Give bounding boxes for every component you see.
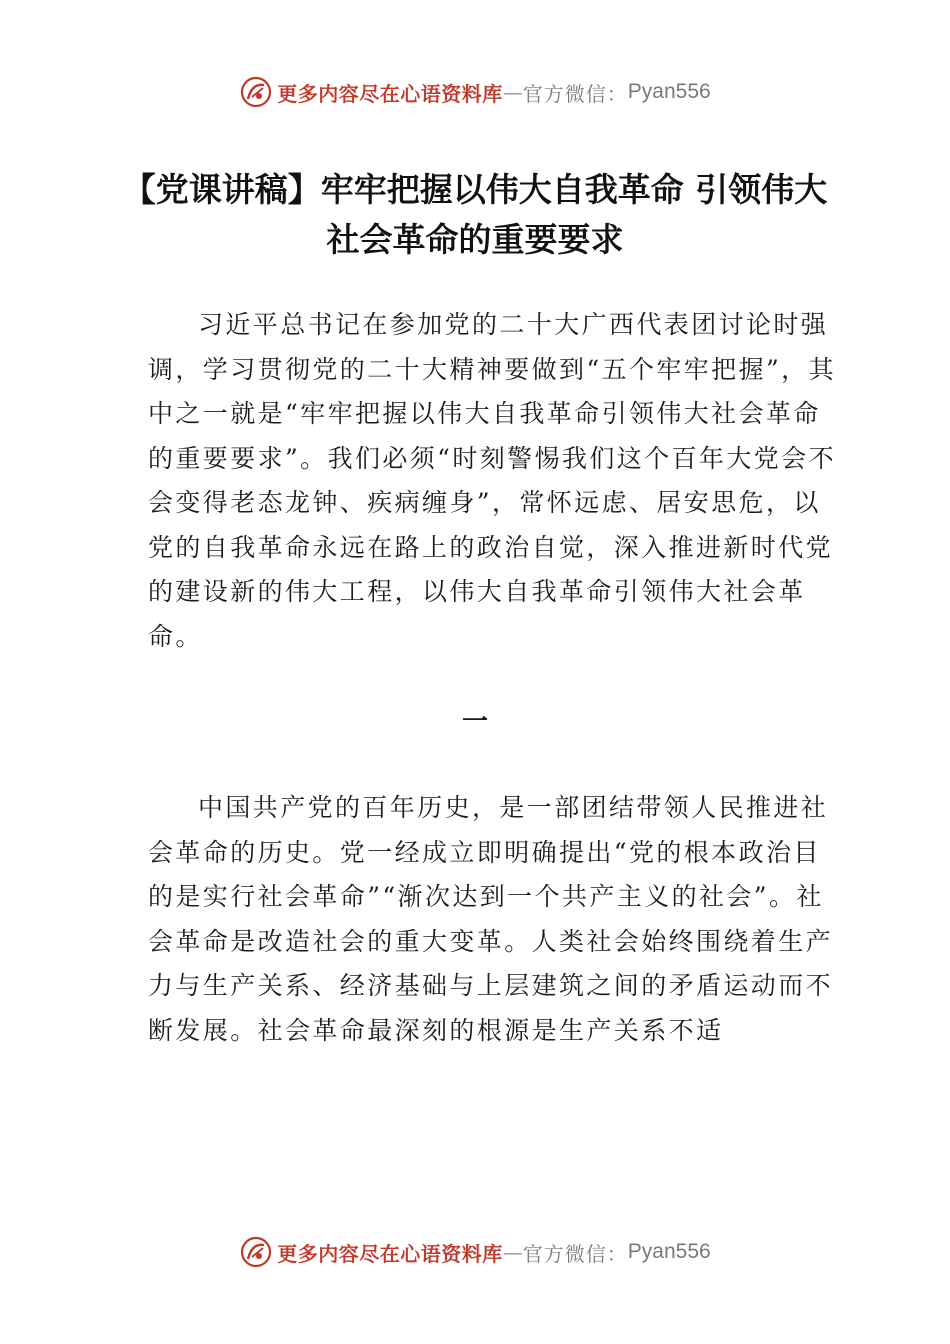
section-heading: 一	[461, 707, 488, 737]
logo-icon	[239, 75, 273, 109]
banner-wechat-label: 官方微信：	[522, 81, 628, 106]
document-title: 【党课讲稿】牢牢把握以伟大自我革命 引领伟大社会革命的重要要求	[122, 170, 828, 259]
banner-wechat-id: Pyan556	[627, 1240, 711, 1263]
logo-icon	[239, 1235, 273, 1269]
banner-wechat-label: 官方微信：	[522, 1241, 628, 1266]
banner-dash: —	[502, 1240, 523, 1264]
banner-site-name: 更多内容尽在心语资料库	[277, 1241, 503, 1266]
banner-wechat-id: Pyan556	[627, 80, 711, 103]
banner-dash: —	[502, 80, 523, 104]
paragraph-2: 中国共产党的百年历史，是一部团结带领人民推进社会革命的历史。党一经成立即明确提出“党的根本政治目的是实行社会革命”“渐次达到一个共产主义的社会”。社会革命是改造社会的重大变革。人类社会始终围绕着生产力与生产关系、经济基础与上层建筑之间的矛盾运动而不断发展。社会革命最深刻的根源是生产关系不适	[148, 793, 834, 1045]
header-banner	[0, 70, 950, 114]
paragraph-1: 习近平总书记在参加党的二十大广西代表团讨论时强调，学习贯彻党的二十大精神要做到“五个牢牢把握”，其中之一就是“牢牢把握以伟大自我革命引领伟大社会革命的重要要求”。我们必须“时刻警惕我们这个百年大党会不会变得老态龙钟、疾病缠身”，常怀远虑、居安思危，以党的自我革命永远在路上的政治自觉，深入推进新时代党的建设新的伟大工程，以伟大自我革命引领伟大社会革命。	[148, 310, 836, 651]
footer-banner	[0, 1230, 950, 1274]
banner-site-name: 更多内容尽在心语资料库	[277, 81, 503, 106]
